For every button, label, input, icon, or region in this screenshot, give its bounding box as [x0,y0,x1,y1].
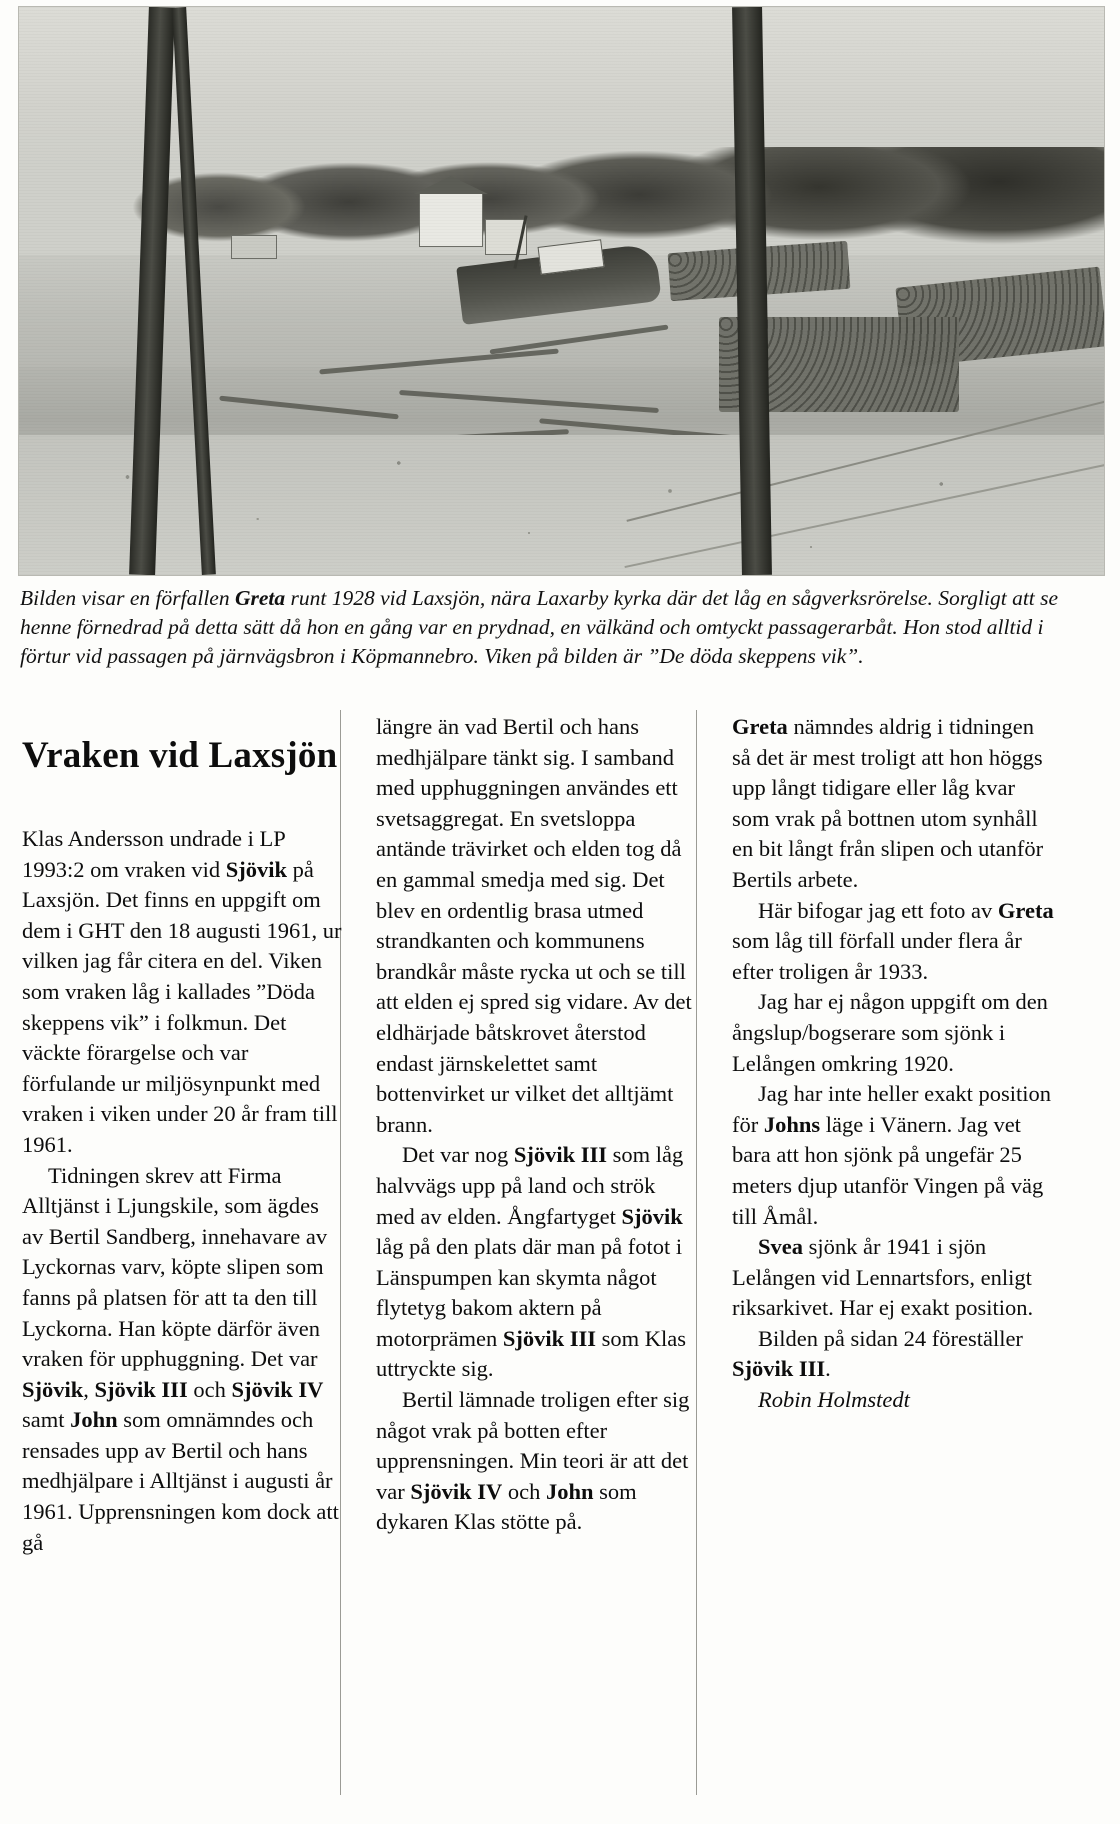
photo-caption [20,584,1098,671]
paragraph: Klas Andersson undrade i LP 1993:2 om vraken vid Sjövik på Laxsjön. Det finns en uppgift om dem i GHT den 18 augusti 1961, ur vilken jag får citera en del. Viken som vraken låg i kallades ”Döda skeppens vik” i folkmun. Det väckte förargelse och var förfulande ur miljösynpunkt med vraken i viken under 20 år fram till 1961. [22,826,342,1157]
photo-gravel-beach [19,435,1104,575]
article-body [20,712,1100,1812]
paragraph: längre än vad Bertil och hans medhjälpare tänkt sig. I samband med upphuggningen användes ett svetsaggregat. En svetsloppa antände trävirket och elden tog då en gammal smedja med sig. Det blev en ordentlig brasa utmed strandkanten och kommunens brandkår måste rycka ut och se till att elden ej spred sig vidare. Av det eldhärjade båtskrovet återstod endast järnskelettet samt bottenvirket ur vilket det alltjämt brann. [376,714,692,1137]
caption-text-2: runt 1928 vid Laxsjön, nära Laxarby kyrka där det låg en sågverksrörelse. Sorgligt att se henne förnedrad på detta sätt då hon en gång var en prydnad, en välkänd och omtyckt passagerarbåt. Hon stod alltid i förtur vid passagen på järnvägsbron i Köpmannebro. Viken på bilden är ”De döda skeppens vik”. [20,586,1059,668]
article-photograph [18,6,1105,576]
paragraph: Det var nog Sjövik III som låg halvvägs upp på land och strök med av elden. Ångfartyget Sjövik låg på den plats där man på fotot i Länspumpen kan skymta något flytetyg bakom aktern på motorprämen Sjövik III som Klas uttryckte sig. [376,1142,687,1382]
article-column-2 [376,712,696,1538]
photo-scene [19,7,1104,575]
paragraph: Bertil lämnade troligen efter sig något vrak på botten efter upprensningen. Min teori är att det var Sjövik IV och John som dykaren Klas stötte på. [376,1387,690,1535]
photo-house-large [419,193,483,247]
caption-text-1: Bilden visar en förfallen [20,586,235,610]
paragraph: Jag har ej någon uppgift om den ångslup/bogserare som sjönk i Lelången omkring 1920. [732,989,1048,1076]
photo-boathouse [231,235,277,259]
paragraph: Bilden på sidan 24 föreställer Sjövik III. [732,1325,1023,1382]
paragraph: Tidningen skrev att Firma Alltjänst i Ljungskile, som ägdes av Bertil Sandberg, innehavare av Lyckornas varv, köpte slipen som fanns på platsen för att ta den till Lyckorna. Han köpte därför även vraken för upphuggning. Det var Sjövik, Sjövik III och Sjövik IV samt John som omnämndes och rensades upp av Bertil och hans medhjälpare i Alltjänst i augusti år 1961. Upprensningen kom dock att gå [22,1162,339,1555]
author-signature: Robin Holmstedt [758,1387,910,1413]
article-column-1 [22,712,342,1558]
article-column-3 [732,712,1054,1416]
paragraph: Svea sjönk år 1941 i sjön Lelången vid Lennartsfors, enligt riksarkivet. Har ej exakt position. [732,1234,1034,1321]
paragraph: Här bifogar jag ett foto av Greta som låg till förfall under flera år efter troligen år 1933. [732,897,1054,984]
article-headline: Vraken vid Laxsjön [22,734,338,776]
paragraph: Jag har inte heller exakt position för Johns läge i Vänern. Jag vet bara att hon sjönk på ungefär 25 meters djup utanför Vingen på väg till Åmål. [732,1081,1052,1229]
paragraph: Greta nämndes aldrig i tidningen så det är mest troligt att hon höggs upp långt tidigare eller låg kvar som vrak på bottnen utom synhåll en bit långt från slipen och utanför Bertils arbete. [732,714,1044,892]
caption-ship-name: Greta [234,586,286,610]
